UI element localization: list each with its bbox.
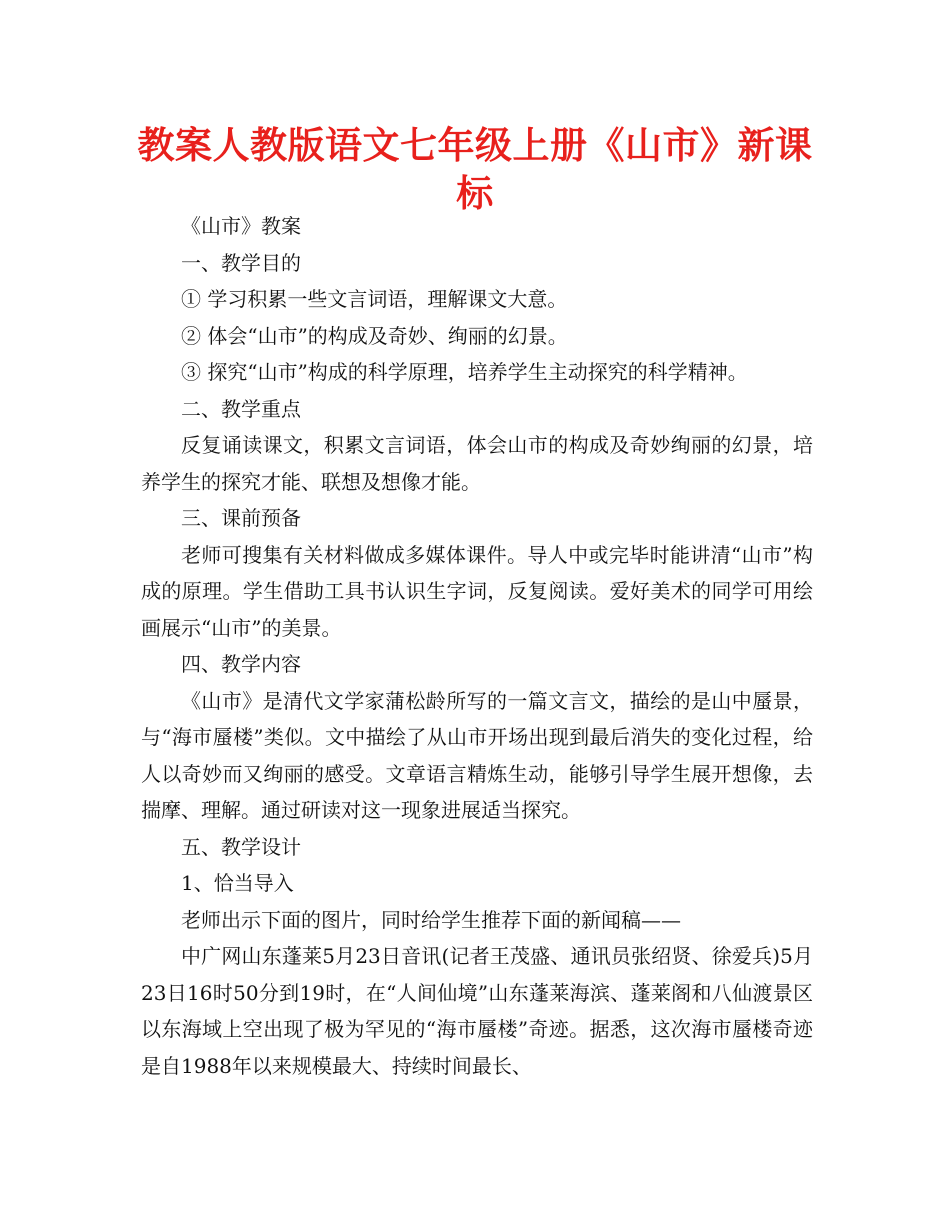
section-heading-preparation: 三、课前预备 — [181, 506, 301, 530]
paragraph-news-excerpt: 中广网山东蓬莱5月23日音讯(记者王茂盛、通讯员张绍贤、徐爱兵)5月23日16时50分到19时，在“人间仙境”山东蓬莱海滨、蓬莱阁和八仙渡景区以东海域上空出现了极为罕见的“海市蜃楼”奇迹。据悉，这次海市蜃楼奇迹是自1988年以来规模最大、持续时间最长、 — [141, 944, 813, 1078]
document-title: 教案人教版语文七年级上册《山市》新课标 — [137, 124, 813, 215]
objective-item-1: ① 学习积累一些文言词语，理解课文大意。 — [181, 287, 568, 311]
paragraph-introduction: 老师出示下面的图片，同时给学生推荐下面的新闻稿—— — [181, 907, 681, 932]
section-heading-content: 四、教学内容 — [181, 652, 301, 676]
section-heading-objectives: 一、教学目的 — [181, 250, 301, 275]
section-heading-design: 五、教学设计 — [181, 834, 301, 859]
paragraph-content: 《山市》是清代文学家蒲松龄所写的一篇文言文，描绘的是山中蜃景，与“海市蜃楼”类似。文中描绘了从山市开场出现到最后消失的变化过程，给人以奇妙而又绚丽的感受。文章语言精炼生动，能够引导学生展开想像，去揣摩、理解。通过研读对这一现象进展适当探究。 — [141, 688, 813, 822]
document-body — [141, 208, 813, 1084]
paragraph-lesson-plan-heading: 《山市》教案 — [181, 214, 301, 238]
objective-item-2: ② 体会“山市”的构成及奇妙、绚丽的幻景。 — [181, 323, 568, 348]
paragraph-key-points: 反复诵读课文，积累文言词语，体会山市的构成及奇妙绚丽的幻景，培养学生的探究才能、联想及想像才能。 — [141, 433, 813, 494]
subheading-introduction: 1、恰当导入 — [181, 871, 294, 895]
objective-item-3: ③ 探究“山市”构成的科学原理，培养学生主动探究的科学精神。 — [181, 360, 748, 384]
paragraph-preparation: 老师可搜集有关材料做成多媒体课件。导人中或完毕时能讲清“山市”构成的原理。学生借助工具书认识生字词，反复阅读。爱好美术的同学可用绘画展示“山市”的美景。 — [141, 542, 813, 640]
section-heading-key-points: 二、教学重点 — [181, 396, 301, 421]
